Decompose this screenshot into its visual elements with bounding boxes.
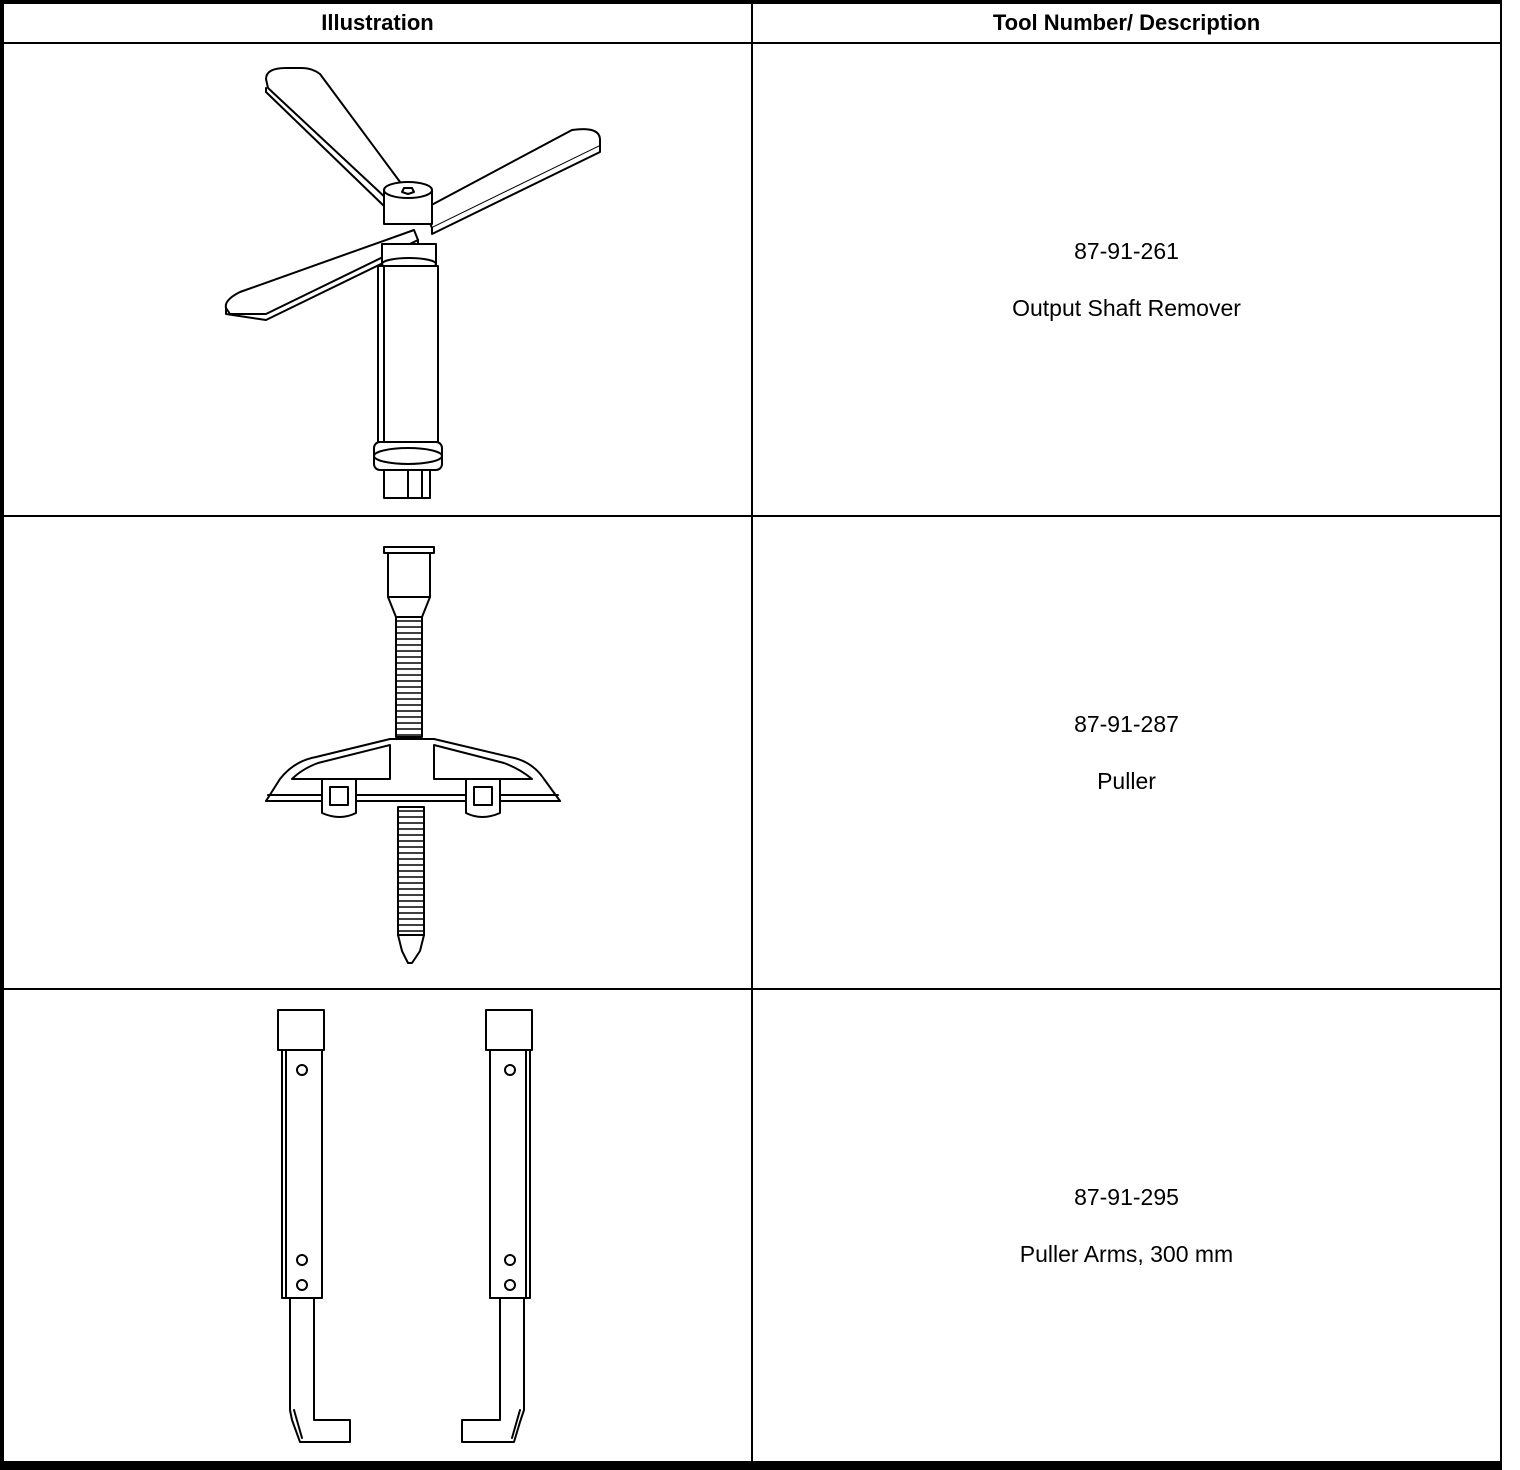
tool-number: 87-91-287 — [1074, 710, 1179, 737]
description-cell — [752, 989, 1501, 1462]
table-row — [3, 989, 1501, 1462]
page-margin — [1502, 0, 1520, 1470]
illustration-cell — [3, 989, 752, 1462]
header-illustration: Illustration — [3, 3, 752, 43]
header-tool-description: Tool Number/ Description — [752, 3, 1501, 43]
puller-drawing — [4, 517, 808, 988]
illustration-cell — [3, 43, 752, 516]
description-cell — [752, 43, 1501, 516]
tool-description: Output Shaft Remover — [1012, 294, 1241, 321]
table-row — [3, 516, 1501, 989]
tool-description: Puller — [1097, 767, 1156, 794]
table-row — [3, 43, 1501, 516]
illustration-cell — [3, 516, 752, 989]
header-row — [3, 3, 1501, 43]
output-shaft-remover-drawing — [4, 44, 808, 515]
tool-table — [2, 2, 1502, 1463]
tool-number: 87-91-261 — [1074, 237, 1179, 264]
description-cell — [752, 516, 1501, 989]
tool-number: 87-91-295 — [1074, 1183, 1179, 1210]
puller-arms-drawing — [4, 990, 808, 1461]
tool-description: Puller Arms, 300 mm — [1019, 1240, 1234, 1267]
